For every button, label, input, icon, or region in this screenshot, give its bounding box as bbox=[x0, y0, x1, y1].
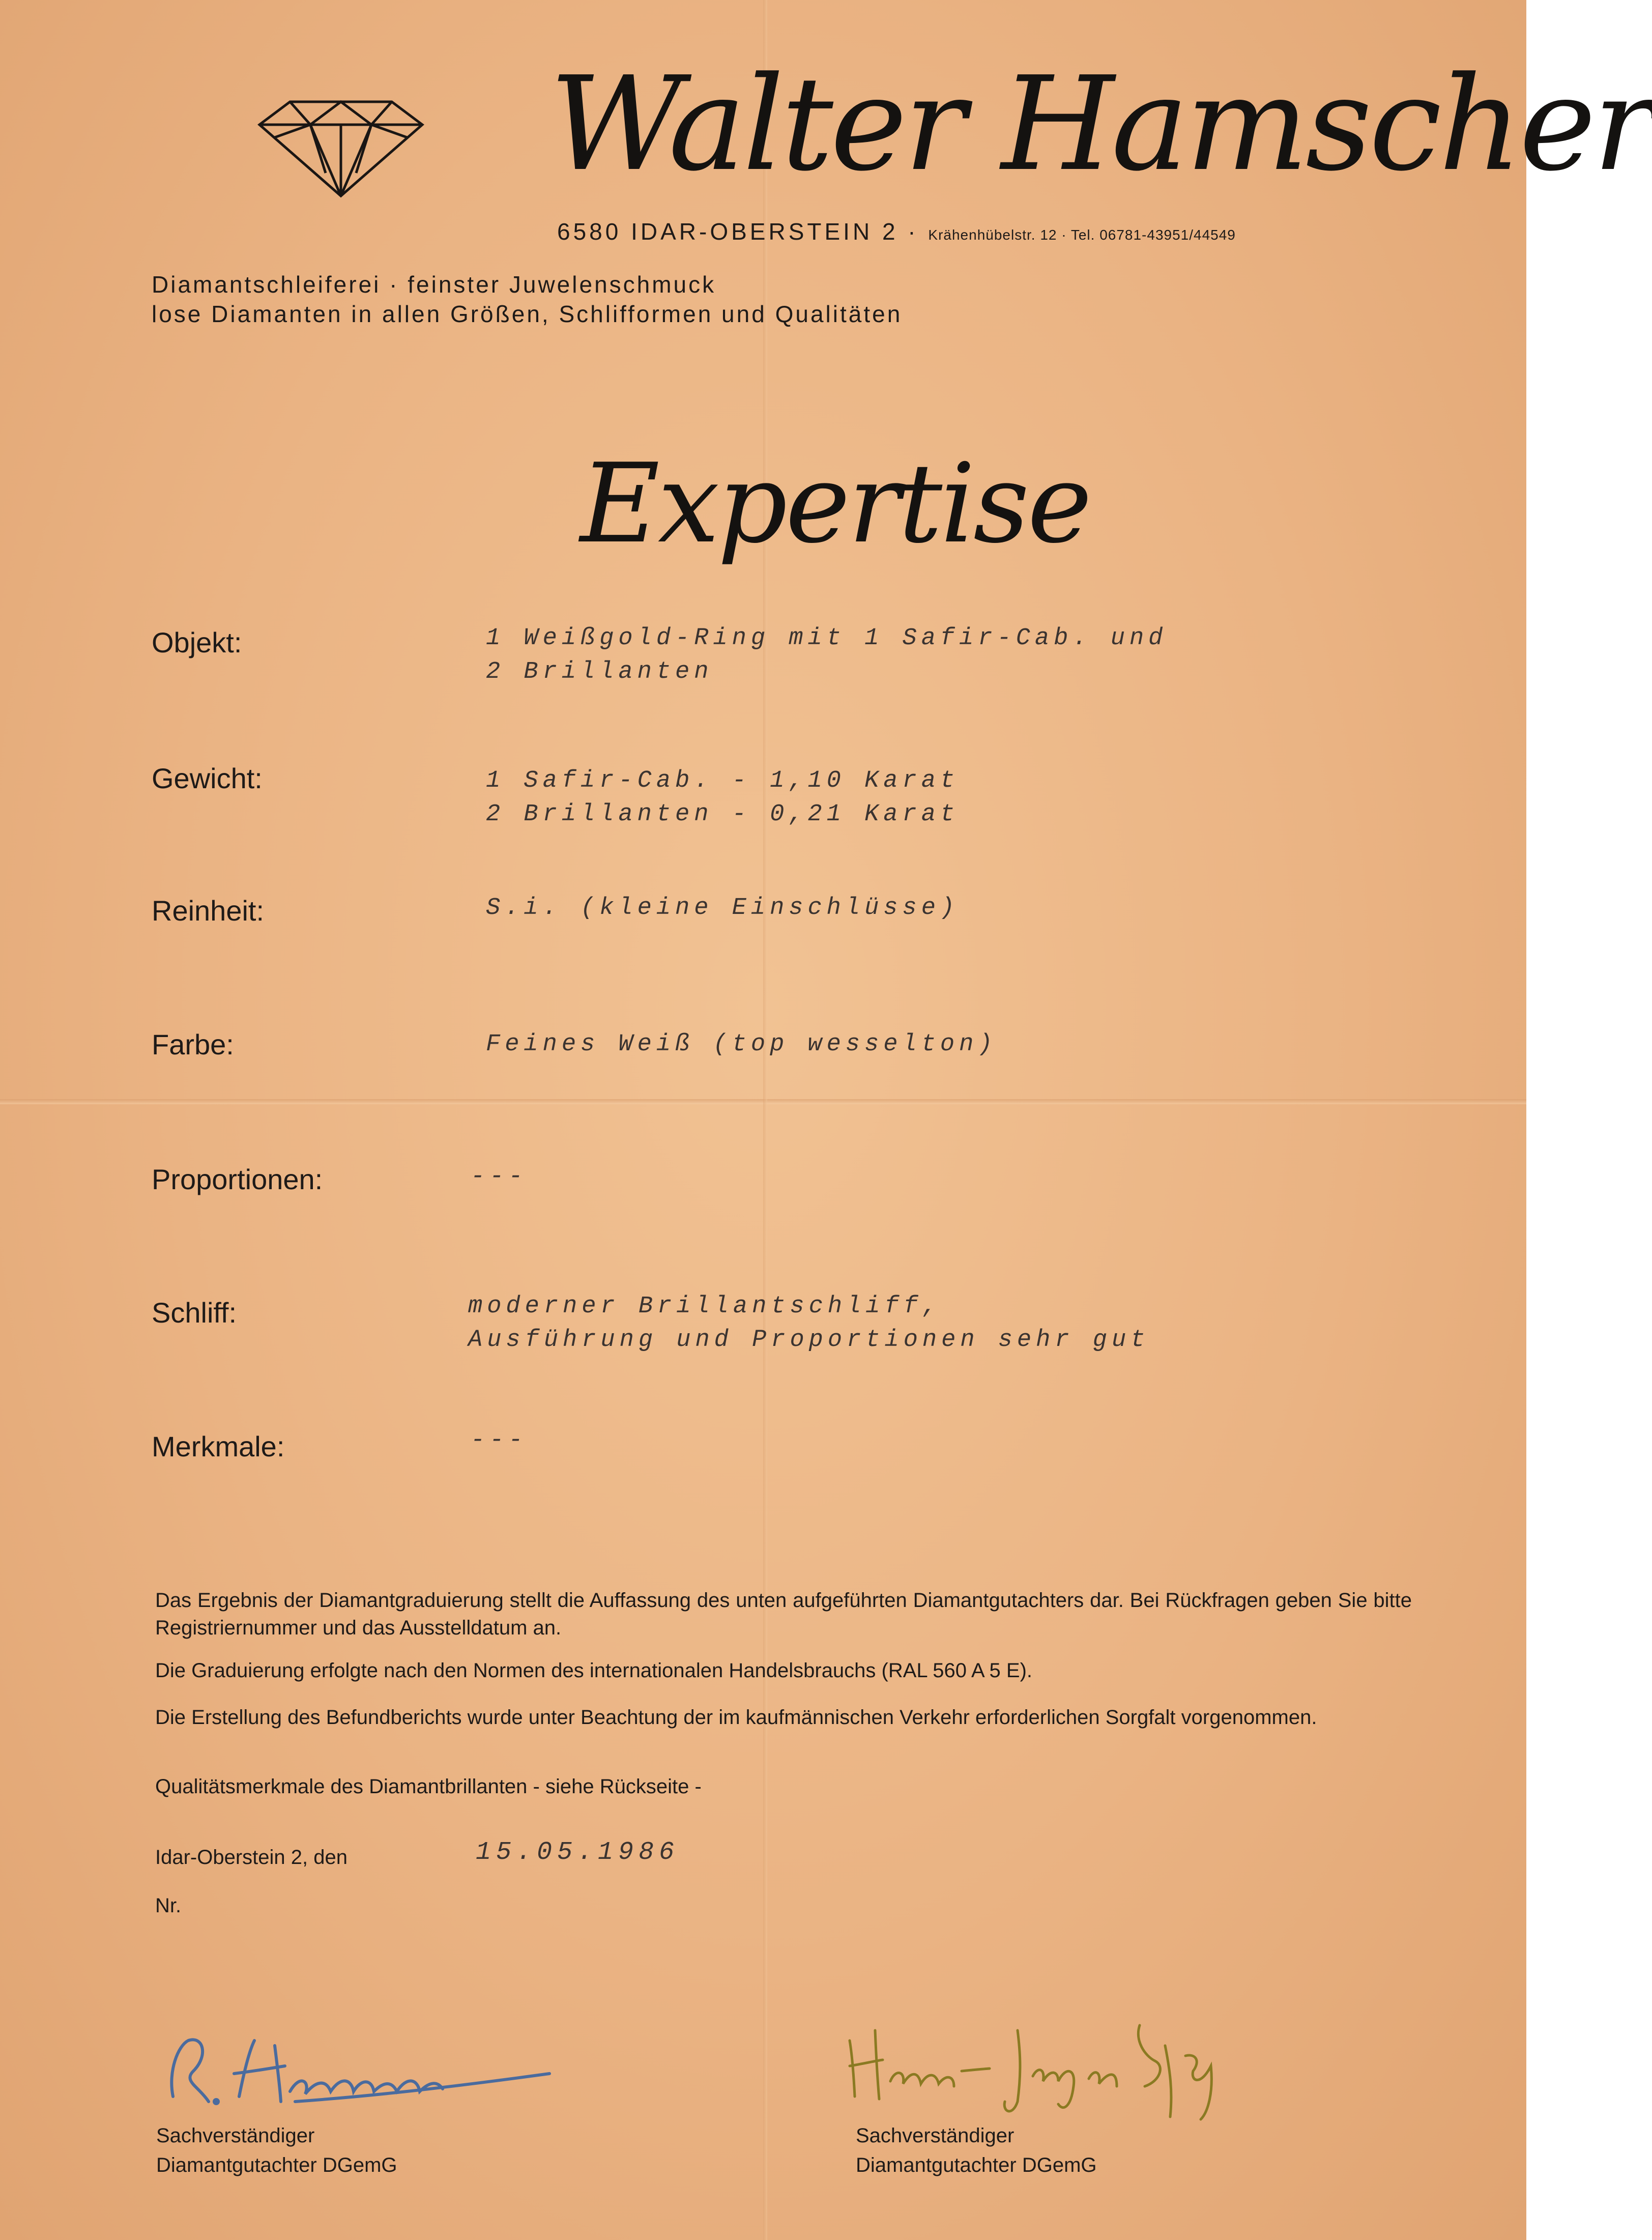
place-label: Idar-Oberstein 2, den bbox=[155, 1846, 347, 1869]
signer-qualification: Diamantgutachter DGemG bbox=[856, 2154, 1097, 2176]
signature-caption-right bbox=[856, 2121, 1263, 2187]
note-paragraph: Die Graduierung erfolgte nach den Normen des internationalen Handelsbrauchs (RAL 560 A 5 E). bbox=[155, 1659, 1033, 1682]
contact-text: Krähenhübelstr. 12 · Tel. 06781-43951/44549 bbox=[928, 227, 1236, 243]
tagline-line-1: Diamantschleiferei · feinster Juwelenschmuck bbox=[152, 271, 716, 298]
field-label-farbe: Farbe: bbox=[152, 1028, 234, 1060]
value-line: 1 Safir-Cab. - 1,10 Karat bbox=[486, 767, 960, 794]
signature-left bbox=[153, 2025, 560, 2112]
signer-title: Sachverständiger bbox=[856, 2124, 1015, 2147]
value-line: S.i. (kleine Einschlüsse) bbox=[486, 895, 960, 922]
note-paragraph: Qualitätsmerkmale des Diamantbrillanten - siehe Rückseite - bbox=[155, 1775, 702, 1798]
value-line: --- bbox=[471, 1163, 528, 1190]
number-label: Nr. bbox=[155, 1894, 182, 1917]
diamond-logo-icon bbox=[254, 97, 427, 198]
company-tagline bbox=[152, 270, 1322, 331]
value-line: moderner Brillantschliff, bbox=[468, 1293, 942, 1320]
field-label-objekt: Objekt: bbox=[152, 626, 242, 658]
note-paragraph: Die Erstellung des Befundberichts wurde unter Beachtung der im kaufmännischen Verkehr erforderlichen Sorgfalt vorgenommen. bbox=[155, 1706, 1317, 1729]
signature-right bbox=[834, 2010, 1231, 2127]
field-value-schliff bbox=[468, 1290, 1409, 1357]
signer-qualification: Diamantgutachter DGemG bbox=[156, 2154, 397, 2176]
value-line: 2 Brillanten - 0,21 Karat bbox=[486, 801, 960, 828]
value-line: 1 Weißgold-Ring mit 1 Safir-Cab. und bbox=[486, 625, 1168, 652]
value-line: Feines Weiß (top wesselton) bbox=[486, 1031, 997, 1058]
field-label-merkmale: Merkmale: bbox=[152, 1430, 285, 1462]
tagline-line-2: lose Diamanten in allen Größen, Schlifformen und Qualitäten bbox=[152, 301, 903, 327]
signer-title: Sachverständiger bbox=[156, 2124, 315, 2147]
document-title: Expertise bbox=[580, 440, 1090, 567]
value-line: --- bbox=[471, 1427, 528, 1454]
value-line: 2 Brillanten bbox=[486, 658, 713, 685]
field-value-proportionen bbox=[471, 1160, 1412, 1194]
field-value-farbe bbox=[486, 1028, 1427, 1061]
paper-fold-vertical bbox=[763, 0, 767, 2240]
field-label-gewicht: Gewicht: bbox=[152, 762, 263, 794]
company-name-logo: Walter Hamscher bbox=[549, 49, 1652, 200]
field-value-gewicht bbox=[486, 764, 1427, 831]
value-line: Ausführung und Proportionen sehr gut bbox=[468, 1327, 1150, 1354]
address-text: 6580 IDAR-OBERSTEIN 2 · bbox=[557, 218, 919, 245]
field-value-objekt bbox=[486, 622, 1427, 689]
field-label-reinheit: Reinheit: bbox=[152, 895, 265, 927]
field-label-proportionen: Proportionen: bbox=[152, 1163, 323, 1195]
field-value-reinheit bbox=[486, 892, 1427, 925]
company-address bbox=[557, 216, 1473, 247]
field-value-merkmale bbox=[471, 1424, 1412, 1457]
note-paragraph: Das Ergebnis der Diamantgraduierung stellt die Auffassung des unten aufgeführten Diamantgutachters dar. Bei Rückfragen geben Sie bitte Registriernummer und das Ausstelldatum an. bbox=[155, 1589, 1412, 1639]
field-label-schliff: Schliff: bbox=[152, 1297, 237, 1329]
signature-caption-left bbox=[156, 2121, 563, 2187]
issue-date: 15.05.1986 bbox=[476, 1838, 680, 1867]
